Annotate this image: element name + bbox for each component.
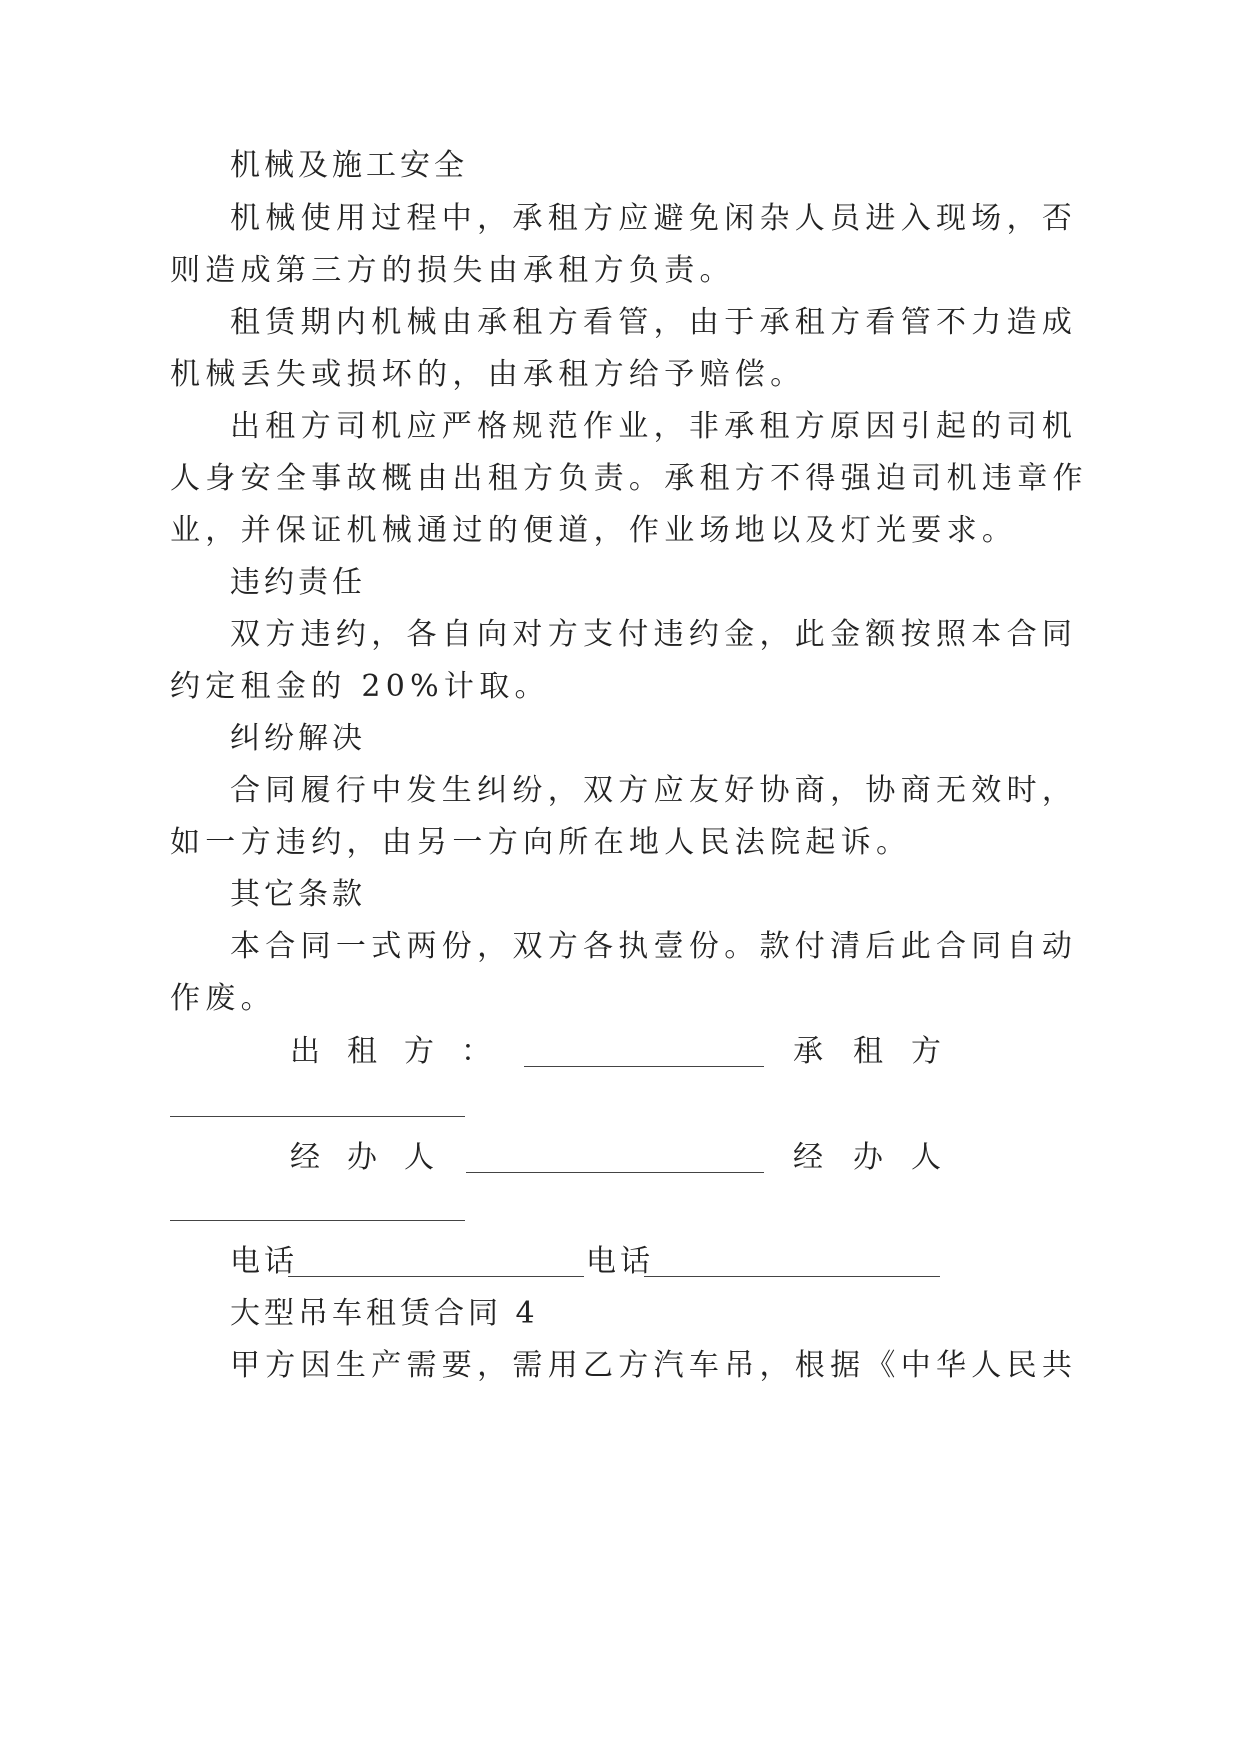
agent-left-signature-blank [466,1172,764,1173]
agent-left-label-char: 经 [290,1140,320,1175]
paragraph-line: 则造成第三方的损失由承租方负责。 [170,253,735,288]
agent-right-label-char: 办 [853,1140,883,1175]
paragraph-line: 本合同一式两份，双方各执壹份。款付清后此合同自动 [230,929,1078,964]
section-heading-machinery-safety: 机械及施工安全 [230,148,468,183]
lessor-label-char: ： [461,1034,491,1069]
section-heading-other-terms: 其它条款 [230,877,366,912]
paragraph-line: 作废。 [170,981,276,1016]
lessor-label-char: 方 [404,1034,434,1069]
phone-left-label: 电话 [230,1244,298,1279]
section-heading-dispute-resolution: 纠纷解决 [230,721,366,756]
lessor-label-char: 租 [347,1034,377,1069]
paragraph-line: 如一方违约，由另一方向所在地人民法院起诉。 [170,825,912,860]
lessor-label-char: 出 [290,1034,320,1069]
paragraph-line: 人身安全事故概由出租方负责。承租方不得强迫司机违章作 [170,461,1088,496]
phone-left-blank [288,1276,584,1277]
lessee-label-char: 方 [911,1034,941,1069]
paragraph-line: 合同履行中发生纠纷，双方应友好协商，协商无效时， [230,773,1078,808]
phone-right-blank [644,1276,940,1277]
lessee-label-char: 租 [853,1034,883,1069]
next-contract-title: 大型吊车租赁合同 4 [230,1296,539,1331]
paragraph-line: 约定租金的 20%计取。 [170,669,550,704]
section-heading-breach-liability: 违约责任 [230,565,366,600]
lessee-signature-blank [170,1116,465,1117]
paragraph-line: 机械丢失或损坏的，由承租方给予赔偿。 [170,357,806,392]
paragraph-line: 机械使用过程中，承租方应避免闲杂人员进入现场，否 [230,201,1078,236]
agent-right-signature-blank [170,1220,465,1221]
paragraph-line: 甲方因生产需要，需用乙方汽车吊，根据《中华人民共 [230,1348,1078,1383]
lessee-label-char: 承 [793,1034,823,1069]
paragraph-line: 租赁期内机械由承租方看管，由于承租方看管不力造成 [230,305,1078,340]
agent-left-label-char: 办 [347,1140,377,1175]
phone-right-label: 电话 [586,1244,654,1279]
paragraph-line: 业，并保证机械通过的便道，作业场地以及灯光要求。 [170,513,1018,548]
paragraph-line: 出租方司机应严格规范作业，非承租方原因引起的司机 [230,409,1078,444]
agent-right-label-char: 人 [911,1140,941,1175]
agent-left-label-char: 人 [404,1140,434,1175]
paragraph-line: 双方违约，各自向对方支付违约金，此金额按照本合同 [230,617,1078,652]
agent-right-label-char: 经 [793,1140,823,1175]
lessor-signature-blank [524,1066,764,1067]
